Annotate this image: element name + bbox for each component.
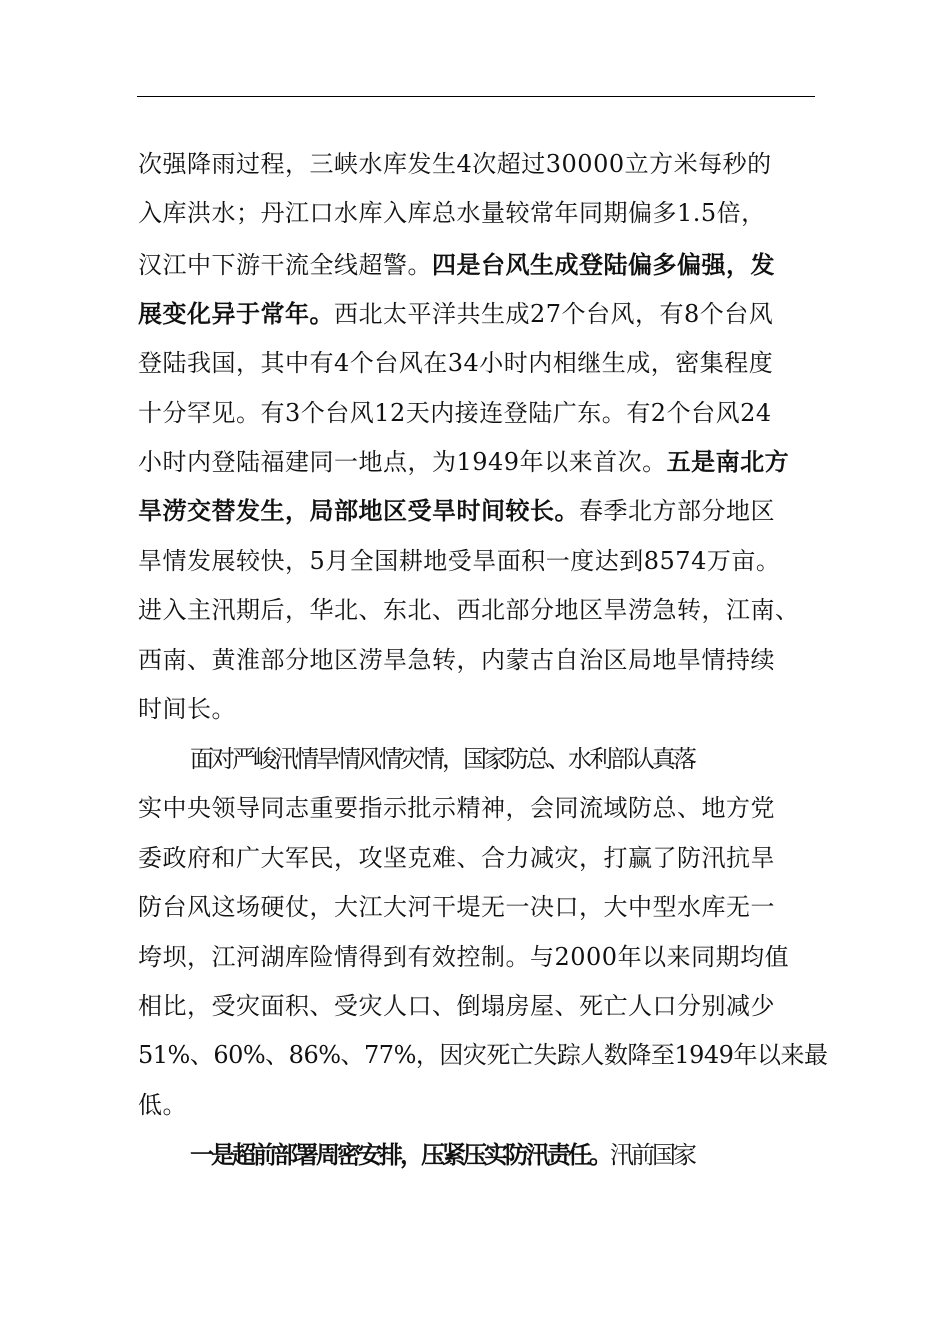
- text-line: 垮坝，江河湖库险情得到有效控制。与2000年以来同期均值: [138, 943, 790, 971]
- text-line: 汉江中下游干流全线超警。四是台风生成登陆偏多偏强，发: [138, 250, 775, 279]
- text-line: 防台风这场硬仗，大江大河干堤无一决口，大中型水库无一: [138, 893, 775, 921]
- header-rule: [137, 96, 815, 97]
- text-line: 进入主汛期后，华北、东北、西北部分地区旱涝急转，江南、: [138, 596, 800, 624]
- text-line: 低。: [138, 1091, 187, 1119]
- text-line: 入库洪水；丹江口水库入库总水量较常年同期偏多1.5倍，: [138, 199, 766, 227]
- text-line: 面对严峻汛情旱情风情灾情，国家防总、水利部认真落: [190, 745, 694, 773]
- text-line: 次强降雨过程，三峡水库发生4次超过30000立方米每秒的: [138, 150, 772, 178]
- text-line: 展变化异于常年。西北太平洋共生成27个台风，有8个台风: [138, 299, 774, 328]
- text-line: 一是超前部署周密安排，压紧压实防汛责任。汛前国家: [190, 1140, 694, 1169]
- text-line: 51%、60%、86%、77%，因灾死亡失踪人数降至1949年以来最: [138, 1041, 828, 1069]
- text-line: 登陆我国，其中有4个台风在34小时内相继生成，密集程度: [138, 349, 774, 377]
- text-line: 十分罕见。有3个台风12天内接连登陆广东。有2个台风24: [138, 399, 772, 427]
- text-line: 小时内登陆福建同一地点，为1949年以来首次。五是南北方: [138, 447, 790, 476]
- text-line: 旱情发展较快，5月全国耕地受旱面积一度达到8574万亩。: [138, 547, 781, 575]
- text-line: 相比，受灾面积、受灾人口、倒塌房屋、死亡人口分别减少: [138, 992, 775, 1020]
- text-line: 委政府和广大军民，攻坚克难、合力减灾，打赢了防汛抗旱: [138, 844, 775, 872]
- text-line: 时间长。: [138, 695, 236, 723]
- text-line: 实中央领导同志重要指示批示精神，会同流域防总、地方党: [138, 794, 775, 822]
- text-line: 西南、黄淮部分地区涝旱急转，内蒙古自治区局地旱情持续: [138, 646, 775, 674]
- text-line: 旱涝交替发生，局部地区受旱时间较长。春季北方部分地区: [138, 496, 775, 525]
